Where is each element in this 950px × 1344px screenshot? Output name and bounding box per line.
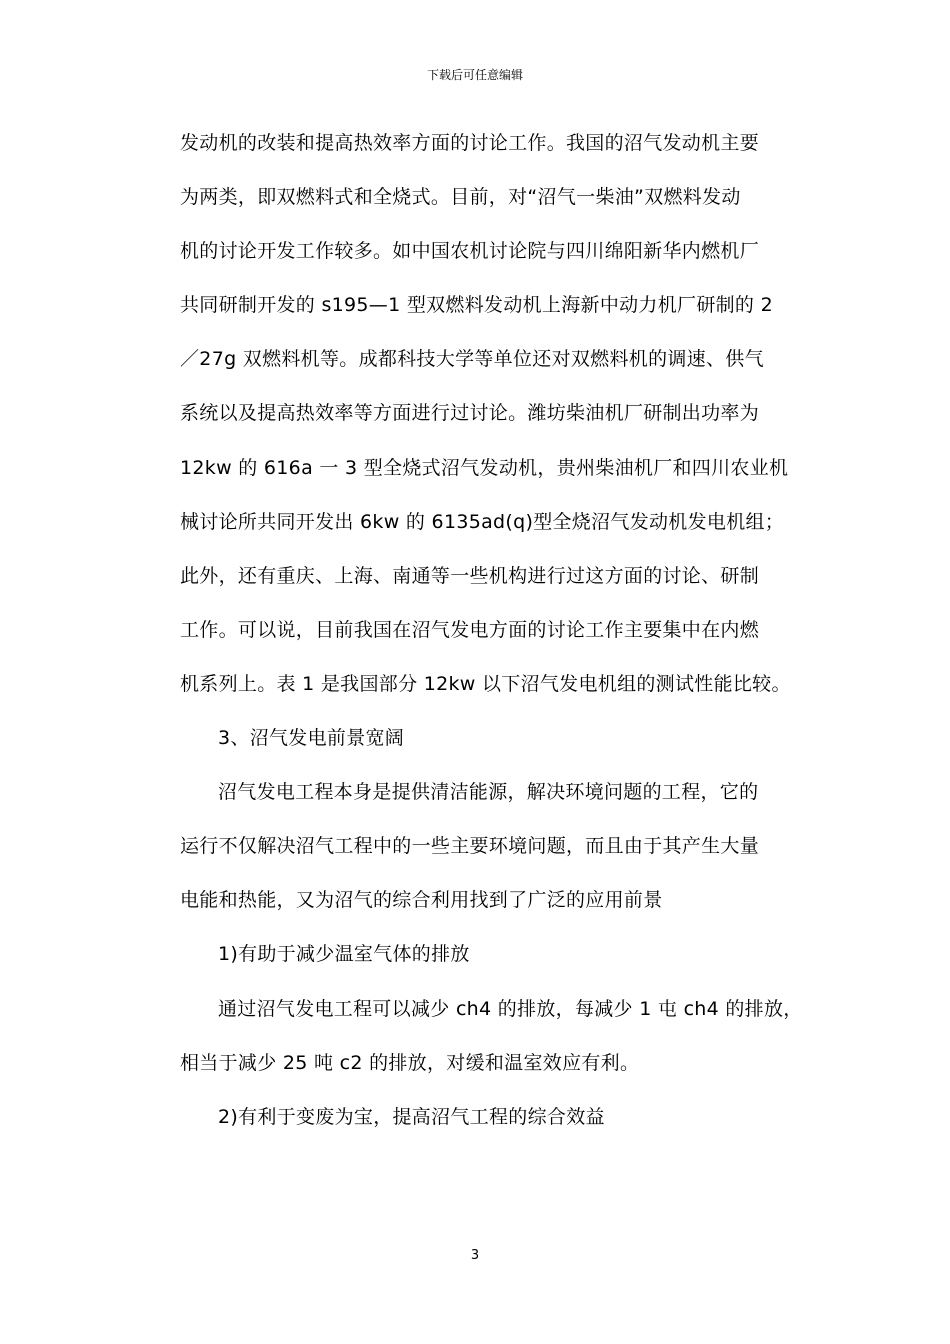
paragraph-line: 系统以及提高热效率等方面进行过讨论。潍坊柴油机厂研制出功率为	[180, 402, 760, 425]
paragraph-line: 共同研制开发的 s195—1 型双燃料发动机上海新中动力机厂研制的 2	[180, 294, 773, 317]
paragraph-line: 通过沼气发电工程可以减少 ch4 的排放，每减少 1 屯 ch4 的排放，	[218, 997, 803, 1020]
paragraph-line: 工作。可以说，目前我国在沼气发电方面的讨论工作主要集中在内燃	[180, 618, 760, 641]
paragraph-line: 电能和热能，又为沼气的综合利用找到了广泛的应用前景	[180, 889, 663, 912]
paragraph-line: 相当于减少 25 吨 c2 的排放，对缓和温室效应有利。	[180, 1051, 640, 1074]
body-text	[180, 130, 803, 1158]
section-heading: 3、沼气发电前景宽阔	[218, 727, 405, 750]
paragraph-line: 为两类，即双燃料式和全烧式。目前，对“沼气一柴油”双燃料发动	[180, 186, 741, 209]
paragraph-line: 运行不仅解决沼气工程中的一些主要环境问题，而且由于其产生大量	[180, 835, 760, 858]
paragraph-line: 发动机的改装和提高热效率方面的讨论工作。我国的沼气发动机主要	[180, 132, 760, 154]
page-number: 3	[470, 1248, 480, 1263]
subsection-heading: 2)有利于变废为宝，提高沼气工程的综合效益	[218, 1105, 605, 1128]
subsection-heading: 1)有助于减少温室气体的排放	[218, 943, 470, 966]
paragraph-line: 此外，还有重庆、上海、南通等一些机构进行过这方面的讨论、研制	[180, 564, 760, 587]
paragraph-line: 械讨论所共同开发出 6kw 的 6135ad(q)型全烧沼气发动机发电机组；	[180, 510, 785, 533]
paragraph-line: ／27g 双燃料机等。成都科技大学等单位还对双燃料机的调速、供气	[180, 348, 764, 371]
paragraph-line: 机系列上。表 1 是我国部分 12kw 以下沼气发电机组的测试性能比较。	[180, 672, 791, 695]
paragraph-line: 机的讨论开发工作较多。如中国农机讨论院与四川绵阳新华内燃机厂	[180, 240, 760, 263]
page-header: 下载后可任意编辑	[426, 68, 523, 82]
paragraph-line: 沼气发电工程本身是提供清洁能源，解决环境问题的工程，它的	[218, 781, 759, 804]
paragraph-line: 12kw 的 616a 一 3 型全烧式沼气发动机，贵州柴油机厂和四川农业机	[180, 456, 789, 479]
